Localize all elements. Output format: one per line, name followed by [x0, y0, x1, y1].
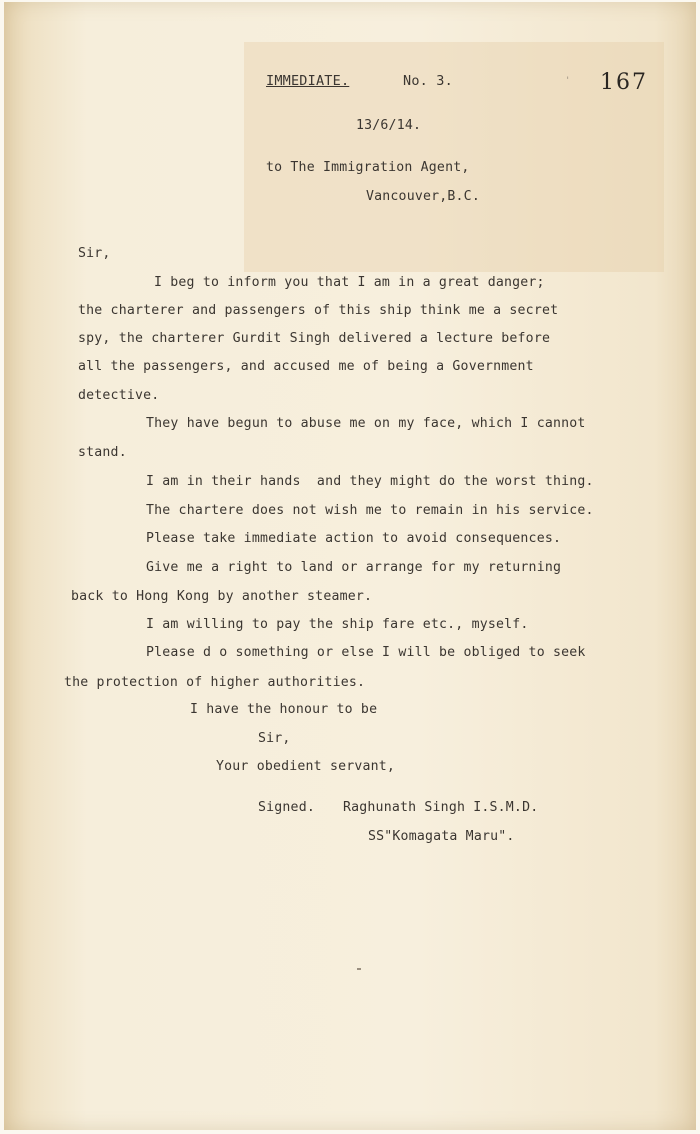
- body-line: Please d o something or else I will be obliged to seek: [146, 645, 586, 660]
- body-line: the charterer and passengers of this ship think me a secret: [78, 303, 559, 318]
- salutation: Sir,: [78, 246, 111, 261]
- body-line: stand.: [78, 445, 127, 460]
- body-line: I beg to inform you that I am in a great danger;: [154, 275, 545, 290]
- immediate-heading: IMMEDIATE.: [266, 73, 350, 89]
- body-line: They have begun to abuse me on my face, which I cannot: [146, 416, 586, 431]
- body-line: Please take immediate action to avoid consequences.: [146, 531, 562, 546]
- signed-label: Signed.: [258, 800, 315, 815]
- closing-line: I have the honour to be: [190, 702, 378, 717]
- body-line: the protection of higher authorities.: [64, 675, 366, 690]
- closing-servant: Your obedient servant,: [216, 759, 396, 774]
- faint-mark: ': [565, 76, 571, 86]
- document-number: No. 3.: [403, 73, 453, 89]
- closing-sir: Sir,: [258, 731, 291, 746]
- body-line: back to Hong Kong by another steamer.: [71, 589, 373, 604]
- body-line: Give me a right to land or arrange for my returning: [146, 560, 562, 575]
- body-line: spy, the charterer Gurdit Singh delivered a lecture before: [78, 331, 551, 346]
- signatory-name: Raghunath Singh I.S.M.D.: [343, 800, 539, 815]
- folio-number: 167: [600, 70, 648, 95]
- recipient-city: Vancouver,B.C.: [366, 189, 480, 204]
- body-line: I am in their hands and they might do the worst thing.: [146, 474, 594, 489]
- recipient-line: to The Immigration Agent,: [266, 160, 470, 175]
- body-line: detective.: [78, 388, 160, 403]
- body-line: I am willing to pay the ship fare etc., myself.: [146, 617, 529, 632]
- paper-speck: [357, 968, 361, 970]
- letter-date: 13/6/14.: [356, 118, 422, 133]
- body-line: The chartere does not wish me to remain in his service.: [146, 503, 594, 518]
- body-line: all the passengers, and accused me of being a Government: [78, 359, 534, 374]
- ship-name: SS"Komagata Maru".: [368, 829, 515, 844]
